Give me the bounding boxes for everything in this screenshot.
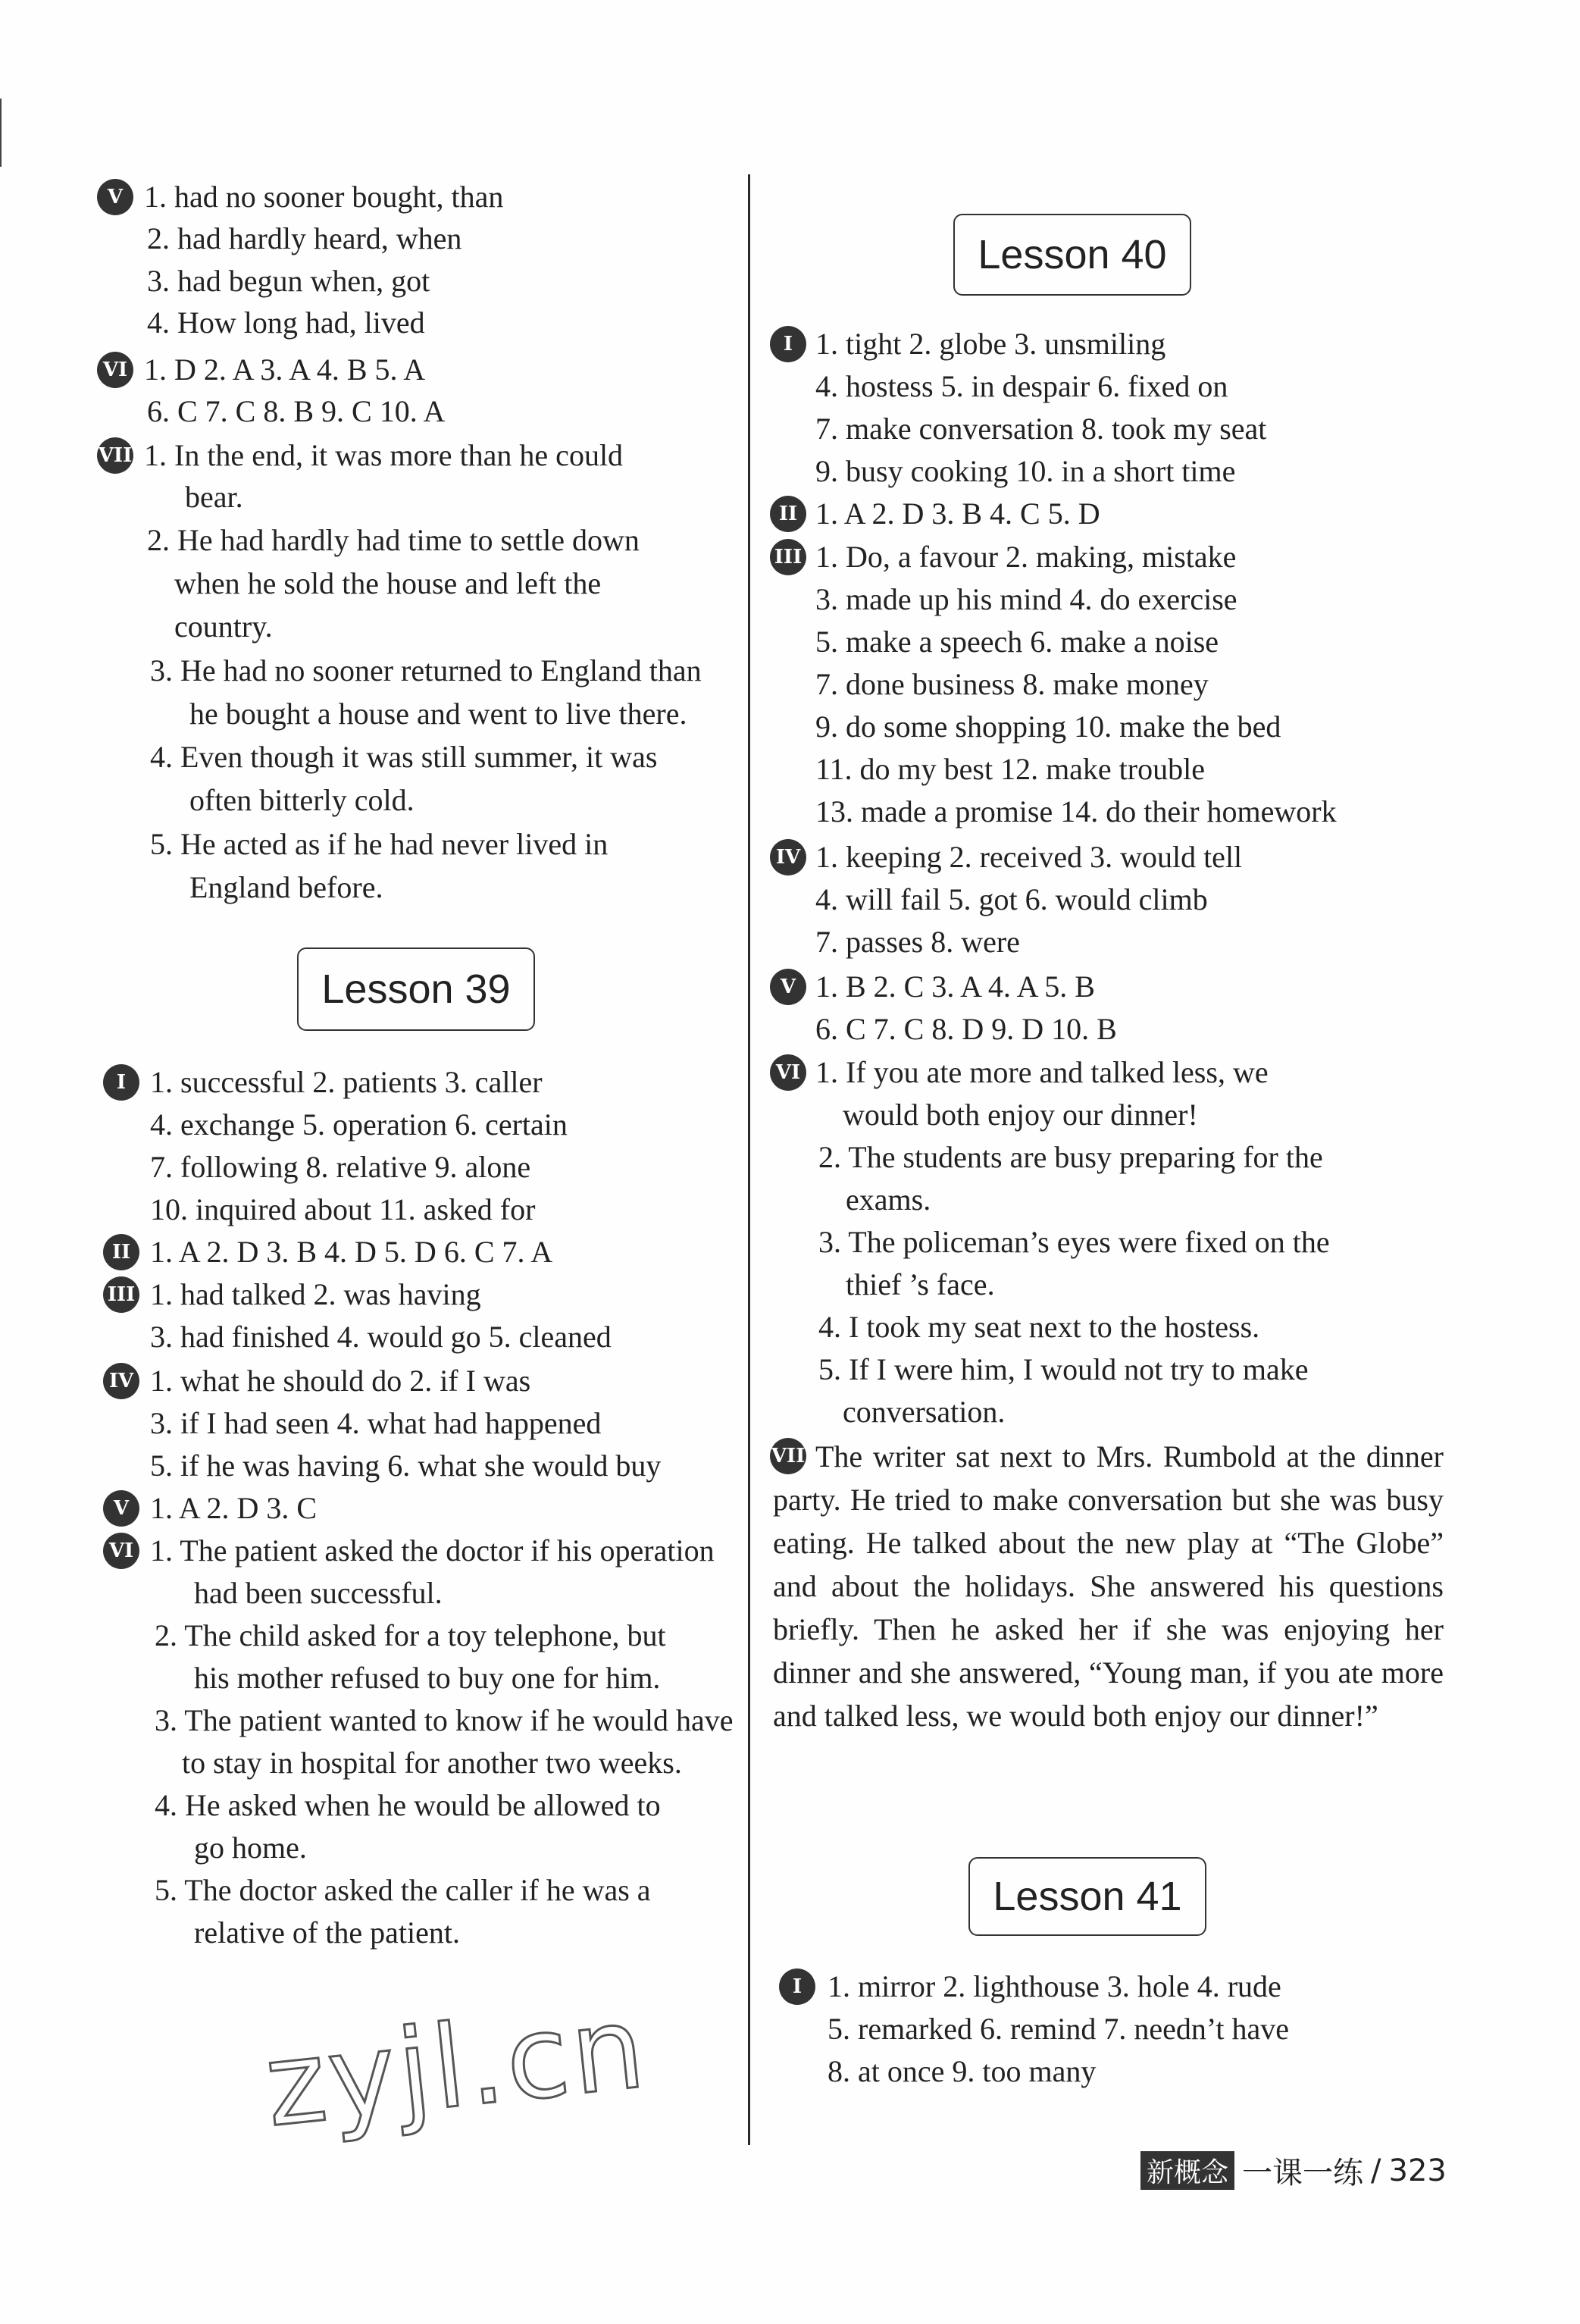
answer-line: 7. following 8. relative 9. alone [150, 1150, 531, 1184]
lesson-heading: Lesson 40 [953, 214, 1191, 296]
answer-line: 2. The students are busy preparing for the [818, 1140, 1323, 1174]
answer-line: to stay in hospital for another two weeks. [182, 1746, 682, 1780]
answer-line: 1. If you ate more and talked less, we [815, 1055, 1269, 1089]
answer-line: England before. [189, 870, 383, 904]
answer-line: 6. C 7. C 8. D 9. D 10. B [815, 1012, 1117, 1046]
answer-line: 3. He had no sooner returned to England than [150, 653, 702, 687]
answer-line: would both enjoy our dinner! [843, 1098, 1198, 1132]
answer-line: 3. had begun when, got [147, 264, 430, 298]
answer-line: 1. D 2. A 3. A 4. B 5. A [144, 352, 426, 387]
section-badge: I [103, 1064, 139, 1101]
answer-line: 4. He asked when he would be allowed to [155, 1788, 661, 1822]
answer-line: 13. made a promise 14. do their homework [815, 794, 1337, 828]
answer-line: 7. make conversation 8. took my seat [815, 412, 1267, 446]
answer-line: 2. had hardly heard, when [147, 221, 462, 255]
answer-line: 3. The patient wanted to know if he would have [155, 1703, 734, 1737]
answer-line: 1. A 2. D 3. B 4. D 5. D 6. C 7. A [150, 1235, 553, 1269]
answer-line: go home. [194, 1831, 307, 1865]
section-badge: V [103, 1490, 139, 1527]
answer-line: country. [174, 609, 273, 644]
section-badge: IV [103, 1363, 139, 1399]
section-badge: II [770, 496, 806, 532]
answer-line: 6. C 7. C 8. B 9. C 10. A [147, 394, 446, 428]
section-badge: VII [97, 437, 133, 474]
footer-separator: / [1371, 2153, 1381, 2188]
answer-line: 1. A 2. D 3. B 4. C 5. D [815, 496, 1100, 531]
answer-line: exams. [846, 1182, 931, 1217]
answer-line: 1. Do, a favour 2. making, mistake [815, 540, 1237, 574]
answer-line: had been successful. [194, 1576, 443, 1610]
answer-line: 1. The patient asked the doctor if his operation [150, 1533, 715, 1568]
answer-line: when he sold the house and left the [174, 566, 602, 600]
column-divider [748, 174, 750, 2145]
section-badge: III [103, 1276, 139, 1313]
section-badge: II [103, 1234, 139, 1270]
lesson-heading: Lesson 41 [968, 1857, 1206, 1936]
page-footer [1140, 2149, 1447, 2192]
answer-line: 1. what he should do 2. if I was [150, 1364, 531, 1398]
book-subtitle: 一课一练 [1242, 2156, 1364, 2191]
answer-line: 2. The child asked for a toy telephone, but [155, 1618, 666, 1652]
answer-line: 5. if he was having 6. what she would buy [150, 1449, 662, 1483]
answer-line: 9. do some shopping 10. make the bed [815, 709, 1281, 744]
answer-line: often bitterly cold. [189, 783, 415, 817]
answer-line: 4. How long had, lived [147, 305, 425, 340]
answer-line: 1. had talked 2. was having [150, 1277, 481, 1311]
answer-line: 5. remarked 6. remind 7. needn’t have [828, 2012, 1290, 2046]
answer-line: 5. He acted as if he had never lived in [150, 827, 609, 861]
section-badge: V [770, 969, 806, 1005]
answer-paragraph: The writer sat next to Mrs. Rumbold at the dinner party. He tried to make conversation but she was busy eating. He talked about the new play at “The Globe” and about the holidays. She answered his questions briefly. Then he asked her if she was enjoying her dinner and she answered, “Young man, if you ate more and talked less, we would both enjoy our dinner!” [773, 1439, 1444, 1733]
section-badge: I [770, 326, 806, 362]
answer-line: 1. tight 2. globe 3. unsmiling [815, 327, 1166, 361]
answer-line: 4. I took my seat next to the hostess. [818, 1310, 1260, 1344]
lesson-heading: Lesson 39 [297, 947, 535, 1031]
answer-line: bear. [185, 480, 243, 514]
answer-line: thief ’s face. [846, 1267, 995, 1301]
answer-line: 1. A 2. D 3. C [150, 1491, 318, 1525]
answer-line: 3. if I had seen 4. what had happened [150, 1406, 602, 1440]
section-badge: I [779, 1969, 815, 2005]
answer-line: 4. exchange 5. operation 6. certain [150, 1107, 568, 1142]
book-tag: 新概念 [1140, 2151, 1234, 2190]
answer-line: 4. hostess 5. in despair 6. fixed on [815, 369, 1228, 403]
answer-line: 1. keeping 2. received 3. would tell [815, 840, 1243, 874]
section-badge: III [770, 539, 806, 575]
answer-line: 11. do my best 12. make trouble [815, 752, 1205, 786]
answer-line: his mother refused to buy one for him. [194, 1661, 661, 1695]
section-badge: VI [770, 1054, 806, 1091]
answer-line: 1. B 2. C 3. A 4. A 5. B [815, 969, 1095, 1004]
answer-line: 9. busy cooking 10. in a short time [815, 454, 1236, 488]
section-badge: VII [770, 1438, 806, 1474]
answer-line: 5. The doctor asked the caller if he was a [155, 1873, 651, 1907]
answer-line: 5. make a speech 6. make a noise [815, 625, 1219, 659]
answer-line: 4. will fail 5. got 6. would climb [815, 882, 1208, 916]
answer-line: 3. made up his mind 4. do exercise [815, 582, 1237, 616]
section-badge: V [97, 179, 133, 215]
answer-line: 1. successful 2. patients 3. caller [150, 1065, 543, 1099]
section-badge: IV [770, 839, 806, 875]
page-number: 323 [1388, 2153, 1447, 2188]
answer-line: relative of the patient. [194, 1915, 460, 1950]
answer-line: 1. had no sooner bought, than [144, 180, 504, 214]
answer-line: 5. If I were him, I would not try to make [818, 1352, 1309, 1386]
answer-line: 1. In the end, it was more than he could [144, 438, 624, 472]
answer-line: 7. done business 8. make money [815, 667, 1209, 701]
answer-line: 7. passes 8. were [815, 925, 1020, 959]
answer-line: 4. Even though it was still summer, it was [150, 740, 658, 774]
answer-line: 3. The policeman’s eyes were fixed on the [818, 1225, 1330, 1259]
answer-line: conversation. [843, 1395, 1006, 1429]
answer-line: he bought a house and went to live there. [189, 697, 687, 731]
watermark: zyjl.cn [259, 1981, 653, 2153]
answer-line: 3. had finished 4. would go 5. cleaned [150, 1320, 612, 1354]
answer-line: 2. He had hardly had time to settle down [147, 523, 640, 557]
answer-line: 1. mirror 2. lighthouse 3. hole 4. rude [828, 1969, 1281, 2003]
answer-line: 8. at once 9. too many [828, 2054, 1097, 2088]
answer-line: 10. inquired about 11. asked for [150, 1192, 536, 1226]
section-badge: VI [97, 352, 133, 388]
section-badge: VI [103, 1533, 139, 1569]
binding-mark [0, 99, 2, 167]
